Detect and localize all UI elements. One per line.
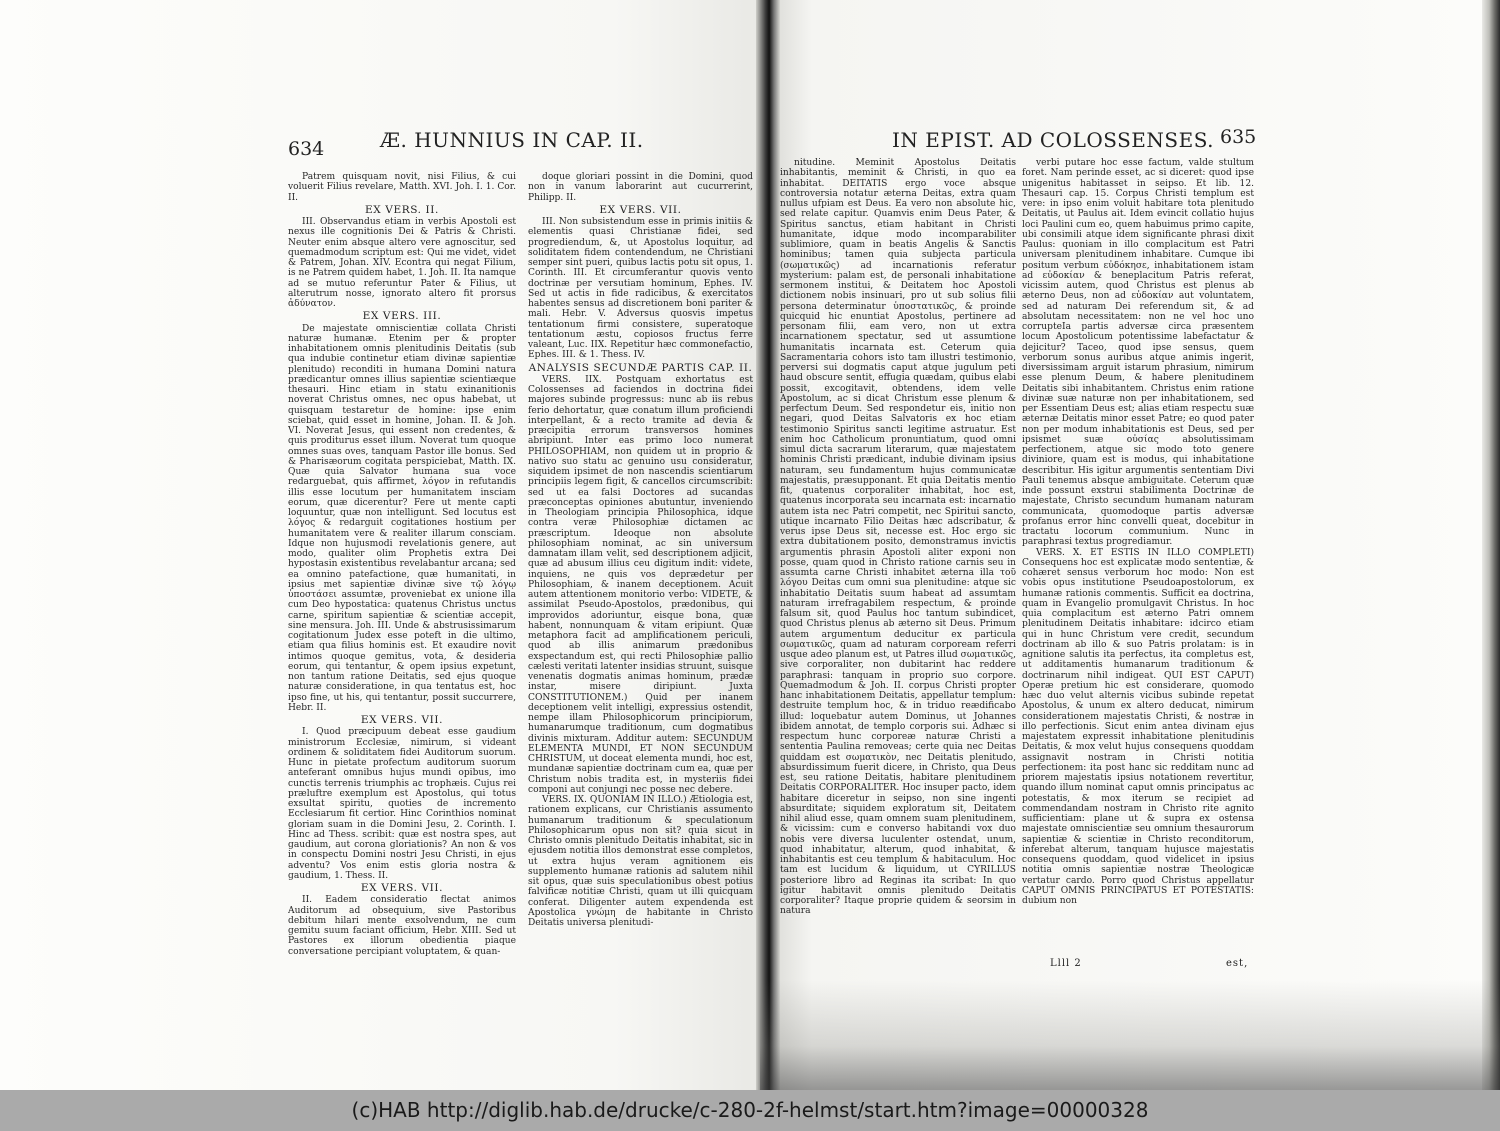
book-gutter (756, 0, 780, 1090)
section-heading: EX VERS. VII. (360, 714, 444, 726)
source-credit-footer: (c)HAB http://diglib.hab.de/drucke/c-280-2f-helmst/start.htm?image=00000328 (0, 1090, 1500, 1131)
right-page-column-2 (1022, 158, 1254, 956)
page-number-right: 635 (1220, 126, 1257, 148)
scan-shadow (760, 980, 1500, 1090)
paragraph: VERS. X. ET ESTIS IN ILLO COMPLETI) Consequens hoc est explicatæ modo sententiæ, & cohæret sensus verborum hoc modo: Non est vobis opus institutione Pseudoapostolorum, ex humanæ rationis commentis. Sufficit ea doctrina, quam in Evangelio promulgavit Christus. In hoc quia complacitum est æterno Patri omnem plenitudinem Deitatis inhabitare: idcirco etiam qui in hunc Christum vere credit, secundum doctrinam ab illo & suo Patris prolatam: is in agnitione salutis ita perfectus, ita completus est, ut additamentis humanarum traditionum & doctrinarum nihil indigeat. QUI EST CAPUT) Operæ pretium hic est considerare, quomodo hæc duo velut alternis vicibus subinde repetat Apostolus, & unum ex altero deducat, nimirum considerationem majestatis Christi, & nostræ in illo perfectionis. Sicut enim antea divinam ejus majestatem expressit inhabitatione plenitudinis Deitatis, & mox velut hujus consequens quoddam assignavit nostram in Christi notitia perfectionem: ita post hanc sic redditam nunc ad priorem majestatis ipsius notationem revertitur, quando illum nominat caput omnis principatus ac potestatis, & mox iterum se recipiet ad commendandam nostram in Christo rite agnito sufficientiam: plane ut & supra ex ostensa majestate omniscientiæ seu omnium thesaurorum sapientiæ & scientiæ in Christo reconditorum, inferebat alterum, tanquam hujusce majestatis consequens quoddam, quod videlicet in ipsius notitia omnis sapientiæ nostræ Theologicæ vertatur cardo. Porro quod Christus appellatur CAPUT OMNIS PRINCIPATUS ET POTESTATIS: dubium non (1022, 547, 1254, 906)
section-heading: EX VERS. III. (362, 310, 442, 323)
left-page (0, 0, 768, 1090)
left-page-column-2 (528, 172, 753, 972)
section-heading: EX VERS. VII. (599, 203, 682, 216)
section-heading: EX VERS. VII. (360, 882, 444, 894)
running-head-right: IN EPIST. AD COLOSSENSES. (892, 128, 1215, 152)
paragraph: III. Observandus etiam in verbis Apostoli est nexus ille cognitionis Dei & Patris & Christi. Neuter enim absque altero vere agnoscitur, sed quemadmodum scriptum est: Qui me videt, videt & Patrem, Johan. XIV. Econtra qui negat Filium, is ne Patrem quidem habet, 1. Joh. II. Ita namque ad se mutuo referuntur Pater & Filius, ut alterutrum nosse, ignorato altero fit prorsus ἀδύνατον. (288, 217, 516, 309)
paragraph: II. Eadem consideratio flectat animos Auditorum ad obsequium, sive Pastoribus debitum hilari mente exsolvendum, ne cum gemitu suum faciant officium, Hebr. XIII. Sed ut Pastores ex illorum obedientia piaque conversatione percipiant voluptatem, & quan- (288, 895, 516, 957)
paragraph: III. Non subsistendum esse in primis initiis & elementis quasi Christianæ fidei, sed progrediendum, &, ut Apostolus loquitur, ad soliditatem fidem contendendum, ne Christiani semper sint pueri, quibus lactis potu sit opus, 1. Corinth. III. Et circumferantur quovis vento doctrinæ per versutiam hominum, Ephes. IV. Sed ut actis in fide radicibus, & exercitatos habentes sensus ad discretionem boni pariter & mali. Hebr. V. Adversus quosvis impetus tentationum firmi consistere, superatoque tentationum æstu, copiosos fructus ferre valeant, Luc. IIX. Repetitur hæc commonefactio, Ephes. III. & 1. Thess. IV. (528, 217, 753, 361)
paragraph: verbi putare hoc esse factum, valde stultum foret. Nam perinde esset, ac si diceret: quod ipse unigenitus habitasset in seipso. Et lib. 12. Thesauri cap. 15. Corpus Christi templum est vere: in ipso enim voluit habitare tota plenitudo Deitatis, ut Paulus ait. Idem evincit collatio hujus loci Paulini cum eo, quem habuimus primo capite, ubi consimili atque idem significante phrasi dixit Paulus: quoniam in illo complacitum est Patri universam plenitudinem inhabitare. Cumque ibi positum verbum εὐδόκησε, inhabitationem istam ad εὐδοκίαν & beneplacitum Patris referat, vicissim autem, quod Christus est plenus ab æterno Deus, non ad εὐδοκίαν aut voluntatem, sed ad naturam Dei referendum sit, & ad absolutam necessitatem: non ne vel hoc uno corrupteIa partis adversæ circa præsentem locum Apostolicum potentissime labefactatur & dejicitur? Taceo, quod ipse sensus, quem verborum sonus auribus atque animis ingerit, diversissimam arguit istarum phrasium, nimirum esse plenum Deum, & habere plenitudinem Deitatis sibi inhabitantem. Christus enim ratione divinæ suæ naturæ non per inhabitationem, sed per Essentiam Deus est; alias etiam respectu suæ æternæ Deitatis minor esset Patre; eo quod pater non per modum inhabitationis est Deus, sed per ipsismet suæ οὐσίας absolutissimam perfectionem, atque sic modo toto genere diviniore, quam est is modus, qui inhabitatione describitur. His igitur argumentis sententiam Divi Pauli tenemus absque ambiguitate. Ceterum quæ inde possunt exstrui stabilimenta Doctrinæ de majestate, Christo secundum humanam naturam communicata, quomodoque partis adversæ profanus error hinc convelli queat, docebitur in tractatu locorum communium. Nunc in paraphrasi textus progrediamur. (1022, 158, 1254, 548)
catchword: est, (1226, 958, 1249, 969)
paragraph: doque gloriari possint in die Domini, quod non in vanum laborarint aut cucurrerint, Philipp. II. (528, 172, 753, 203)
page-number-left: 634 (288, 138, 325, 160)
right-page (768, 0, 1500, 1090)
paragraph: VERS. IIX. Postquam exhortatus est Colossenses ad faciendos in doctrina fidei majores subinde progressus: nunc ab iis rebus ferio dehortatur, quæ conatum illum proficiendi interpellant, & a recto tramite ad devia & præcipitia errorum transversos homines abripiunt. Inter eas primo loco numerat PHILOSOPHIAM, non quidem ut in proprio & nativo suo statu ac genuino usu consideratur, siquidem ipsimet de non nascendis scientiarum principiis legem figit, & cancellos circumscribit: sed ut ea falsi Doctores ad sucandas præconceptas opiniones abutuntur, inveniendo in Theologiam principia Philosophica, idque contra veræ Philosophiæ dictamen ac præscriptum. Ideoque non absolute philosophiam nominat, ac sin universum damnatam illam velit, sed descriptionem adjicit, quæ ad abusum illius ceu digitum indit: videte, inquiens, ne quis vos deprædetur per Philosophiam, & inanem deceptionem. Acuit autem attentionem monitorio verbo: VIDETE, & assimilat Pseudo-Apostolos, prædonibus, qui improvidos adoriuntur, eisque bona, quæ habent, nonnunquam & vitam eripiunt. Quæ metaphora facit ad amplificationem periculi, quod ab illis animarum prædonibus exspectandum est, qui recti Philosophiæ pallio cælesti veritati latenter insidias struunt, suisque venenatis dogmatis animas hominum, prædæ instar, misere diripiunt. Juxta CONSTITUTIONEM.) Quid per inanem deceptionem velit intelligi, expressius ostendit, nempe illam Philosophicorum principiorum, humanarumque traditionum, cum dogmatibus divinis mixturam. Additur autem: SECUNDUM ELEMENTA MUNDI, ET NON SECUNDUM CHRISTUM, ut doceat elementa mundi, hoc est, mundanæ sapientiæ doctrinam cum ea, quæ per Christum nobis tradita est, in mysteriis fidei componi aut conjungi nec posse nec debere. (528, 374, 753, 795)
paragraph: Patrem quisquam novit, nisi Filius, & cui voluerit Filius revelare, Matth. XVI. Joh. I. 1. Cor. II. (288, 172, 516, 203)
page-edge-shadow (1482, 0, 1500, 1090)
paragraph: I. Quod præcipuum debeat esse gaudium ministrorum Ecclesiæ, nimirum, si videant ordinem & soliditatem fidei Auditorum suorum. Hunc in pietate profectum auditorum suorum anteferant omnibus hujus mundi opibus, imo cunctis terrenis triumphis ac trophæis. Cujus rei præluftre exemplum est Apostolus, qui totus exsultat spiritu, quoties de incremento Ecclesiarum fit certior. Hinc Corinthios nominat gloriam suam in die Domini Jesu, 2. Corinth. I. Hinc ad Thess. scribit: quæ est nostra spes, aut gaudium, aut corona gloriationis? An non & vos in conspectu Domini nostri Jesu Christi, in ejus adventu? Vos enim estis gloria nostra & gaudium, 1. Thess. II. (288, 727, 516, 881)
left-page-column-1 (288, 172, 516, 972)
running-head-left: Æ. HUNNIUS IN CAP. II. (380, 128, 644, 152)
signature-mark: Llll 2 (1050, 958, 1082, 969)
section-heading: EX VERS. II. (365, 203, 439, 216)
right-page-column-1 (780, 158, 1016, 966)
section-heading: ANALYSIS SECUNDÆ PARTIS CAP. II. (528, 361, 753, 374)
paragraph: nitudine. Meminit Apostolus Deitatis inhabitantis, meminit & Christi, in quo ea inhabitat. DEITATIS ergo voce absque controversia notatur æterna Deitas, extra quam nullus ufpiam est Deus. Ea vero non absolute hic, sed relate capitur. Quamvis enim Deus Pater, & Spiritus sanctus, etiam habitant in Christi humanitate, idque modo incomparabiliter sublimiore, quam in beatis Angelis & Sanctis hominibus; tamen quia subjecta particula (σωματικῶς) ad incarnationis referatur mysterium: palam est, de personali inhabitatione sermonem institui, & Deitatem hoc Apostoli dictionem nobis insinuari, pro ut sub solius filii persona determinatur ὑποστατικῶς, & proinde quicquid hic enuntiat Apostolus, pertinere ad personam filii, eam vero, non ut extra incarnationem spectatur, sed ut assumtione humanitatis incarnata est. Ceterum quia Sacramentaria cohors isto tam illustri testimonio, perversi sui dogmatis caput atque jugulum peti haud obscure sentit, effugia quædam, quibus elabi possit, excogitavit, obtendens, idem velle Apostolum, ac si dicat Christum esse plenum & perfectum Deum. Sed respondetur eis, initio non negari, quod Deitas Salvatoris ex hoc etiam testimonio Spiritus sancti legitime astruatur. Est enim hoc Catholicum pronuntiatum, quod omni simul dicta sacrarum literarum, quæ majestatem hominis Christi prædicant, indubie divinam ipsius naturam, seu fundamentum hujus communicatæ majestatis, præsupponant. Et quia Deitatis mentio fit, quatenus corporaliter inhabitat, hoc est, quatenus incorporata seu incarnata est: incarnatio autem ista nec Patri competit, nec Spiritui sancto, utique incarnato Filio Deitas hæc adscribatur, & verus ipse Deus sit, necesse est. Hoc ergo sic extra dubitationem posito, demonstramus invictis argumentis phrasin Apostoli aliter exponi non posse, quam quod in Christo ratione carnis seu in assumta carne Christi inhabitet æterna illa τοῦ λόγου Deitas cum omni sua plenitudine: atque sic inhabitatio Deitatis suum habeat ad assumtam naturam irrefragabilem respectum, & proinde falsum sit, quod Paulus hoc tantum subindicet, quod Christus plenus ab æterno sit Deus. Primum autem argumentum deducitur ex particula σωματικῶς, quam ad naturam corpoream referri usque adeo planum est, ut Patres illud σωματικῶς, sive corporaliter, non dubitarint hac reddere paraphrasi: tanquam in proprio suo corpore. Quemadmodum & Joh. II. corpus Christi propter hanc inhabitationem Deitatis, appellatur templum: destruite templum hoc, & in triduo reædificabo illud: loquebatur autem Dominus, ut Johannes ibidem annotat, de templo corporis sui. Adhæc si respectum hunc corporeæ naturæ Christi a sententia Paulina removeas; certe quia nec Deitas quiddam est σωματικὸν, nec Deitatis plenitudo, absurdissimum fuerit dicere, in Christo, qua Deus est, seu ratione Deitatis, habitare plenitudinem Deitatis CORPORALITER. Hoc insuper pacto, idem habitare diceretur in seipso, non sine ingenti absurditate; siquidem exploratum sit, Deitatem nihil aliud esse, quam omnem suam plenitudinem, & vicissim: cum e converso habitandi vox duo nobis vere diversa luculenter ostendat, unum, quod inhabitatur, alterum, quod inhabitat, & inhabitantis est ceu templum & habitaculum. Hoc tam est lucidum & liquidum, ut CYRILLUS posteriore libro ad Reginas ita scribat: In quo igitur habitavit omnis plenitudo Deitatis corporaliter? Itaque proprie quidem & seorsim in natura (780, 158, 1016, 917)
paragraph: VERS. IX. QUONIAM IN ILLO.) Ætiologia est, rationem explicans, cur Christianis assumento humanarum traditionum & speculationum Philosophicarum opus non sit? quia sicut in Christo omnis plenitudo Deitatis inhabitat, sic in ejusdem notitia illos demonstrat esse completos, ut extra hujus veram agnitionem eis supplemento humanæ rationis ad salutem nihil sit opus, quæ suis speculationibus obest potius falvificæ notitiæ Christi, quam ut illi quicquam conferat. Diligenter autem expendenda est Apostolica γνώμη de habitante in Christo Deitatis universa plenitudi- (528, 795, 753, 928)
paragraph: De majestate omniscientiæ collata Christi naturæ humanæ. Etenim per & propter inhabitationem omnis plenitudinis Deitatis (sub qua indubie continetur etiam divinæ sapientiæ plenitudo) reconditi in humana Domini natura prædicantur omnes illius sapientiæ scientiæque thesauri. Hinc etiam in statu exinanitionis noverat Christus omnes, nec opus habebat, ut quisquam testaretur de homine: ipse enim sciebat, quid esset in homine, Johan. II. & Joh. VI. Noverat Jesus, qui essent non credentes, & quis proditurus esset illum. Noverat tum quoque omnes suas oves, tanquam Pastor ille bonus. Sed & Pharisæorum cogitata perspiciebat, Matth. IX. Quæ quia Salvator humana sua voce redarguebat, quis affirmet, λόγον in refutandis illis esse locutum per humanitatem insciam eorum, quæ dicerentur? Fere ut mente capti loquuntur, quæ non intelligunt. Sed locutus est λόγος & redarguit cogitationes hostium per humanitatem vere & realiter illarum consciam. Idque non hujusmodi revelationis genere, aut modo, qualiter olim Prophetis extra Dei hypostasin existentibus revelabantur arcana; sed ea omnino patefactione, quæ humanitati, in ipsius met sapientiæ divinæ sive τῷ λόγῳ ὑποστάσει assumtæ, proveniebat ex unione illa cum Deo hypostatica: quatenus Christus unctus carne, spiritum sapientiæ & scientiæ accepit, sine mensura. Joh. III. Unde & abstrusissimarum cogitationum Judex esse poteft in die ultimo, etiam qua filius hominis est. Et exaudire novit intimos quoque gemitus, vota, & desideria eorum, qui tentantur, & opem ipsius expetunt, non tantum ratione Deitatis, sed ejus quoque naturæ consideratione, in qua tentatus est, hoc ipso fine, ut his, qui tentantur, possit succurrere, Hebr. II. (288, 323, 516, 713)
